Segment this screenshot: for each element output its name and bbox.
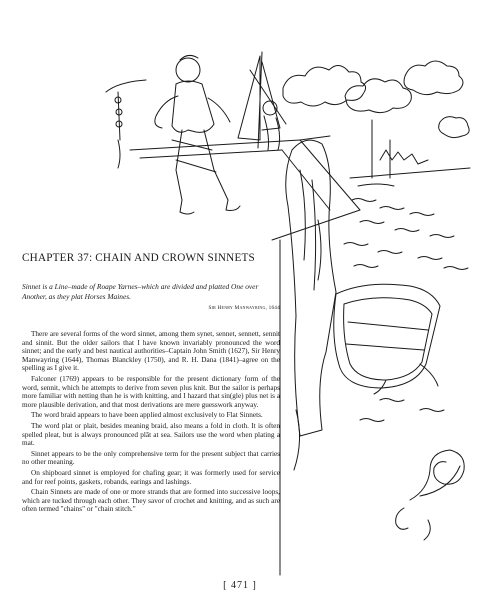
- paragraph: Chain Sinnets are made of one or more strands that are formed into successive loops, which are tucked through each other. They savor of crochet and knitting, and as such are often termed "chains" or "chain stitch.": [22, 488, 280, 514]
- paragraph: Falconer (1769) appears to be responsible for the present dictionary form of the word, sennit, which he attempts to derive from seven plus knit. But the sailor is perhaps more familiar with netting than he is with knitting, and I hazard that sin(gle) plus net is a more plausible derivation, and that most derivations are mere guesswork anyway.: [22, 374, 280, 409]
- cloud-drawing: [283, 61, 469, 138]
- body-text: [22, 330, 280, 514]
- paragraph: There are several forms of the word sinnet, among them synet, sennet, sennett, sennit and sinnit. But the older sailors that I have known invariably pronounced the word sinnet; and the early and best nautical authorities–Captain John Smith (1627), Sir Henry Manwayring (1644), Thomas Blanckley (1750), and R. H. Dana (1841)–agree on the spelling as I give it.: [22, 330, 280, 373]
- paragraph: Sinnet appears to be the only comprehensive term for the present subject that carries no other meaning.: [22, 449, 280, 467]
- rope-coil-drawing: [396, 450, 465, 540]
- seated-sailor-drawing: [263, 101, 280, 150]
- rowboat-drawing: [334, 284, 440, 394]
- paragraph: The word plat or plait, besides meaning braid, also means a fold in cloth. It is often spelled pleat, but is always pronounced plāt at sea. Sailors use the word when plating a mat.: [22, 421, 280, 448]
- hanging-cloth-drawing: [286, 140, 336, 470]
- standing-sailor-drawing: [155, 55, 240, 214]
- hanging-sinnet-drawing: [106, 80, 146, 168]
- epigraph-quote: Sinnet is a Line–made of Roape Yarnes–which are divided and platted One over Another, as they plat Horses Maines.: [22, 282, 259, 301]
- water-waves-drawing: [344, 199, 468, 422]
- epigraph: [22, 282, 280, 313]
- harbor-town-drawing: [350, 120, 470, 186]
- paragraph: The word braid appears to have been applied almost exclusively to Flat Sinnets.: [31, 411, 263, 420]
- epigraph-source: Sir Henry Manwayring, 1644: [208, 305, 280, 311]
- chapter-title: CHAPTER 37: CHAIN AND CROWN SINNETS: [22, 252, 255, 264]
- text-column: [22, 252, 280, 516]
- page-number: [ 471 ]: [223, 580, 257, 591]
- paragraph: On shipboard sinnet is employed for chafing gear; it was formerly used for service and for reef points, gaskets, robands, earings and lashings.: [22, 468, 280, 486]
- sailboat-drawing: [238, 52, 286, 148]
